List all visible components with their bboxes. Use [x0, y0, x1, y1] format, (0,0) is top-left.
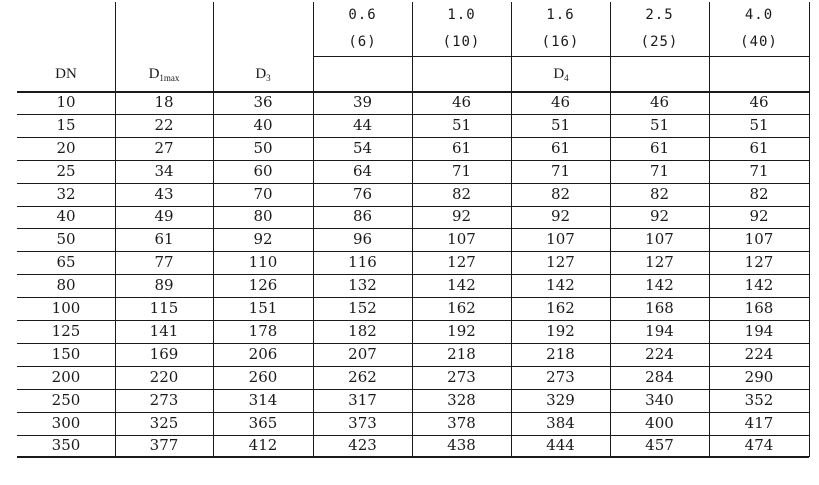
row-divider	[17, 251, 809, 252]
row-divider	[17, 320, 809, 321]
table-cell: 218	[546, 344, 575, 363]
dn-cell: 20	[56, 138, 76, 157]
table-cell: 192	[447, 321, 476, 340]
table-cell: 110	[248, 253, 278, 272]
table-cell: 61	[451, 138, 472, 157]
table-cell: 207	[348, 344, 377, 363]
row-divider	[17, 114, 809, 115]
header-d3	[213, 58, 313, 91]
table-cell: 151	[248, 299, 278, 318]
table-cell: 444	[546, 436, 575, 455]
table-cell: 384	[546, 413, 575, 432]
table-cell: 77	[154, 253, 174, 272]
table-cell: 142	[645, 276, 674, 295]
table-cell: 169	[149, 344, 179, 363]
table-cell: 92	[451, 207, 472, 226]
dn-cell: 150	[51, 344, 81, 363]
table-cell: 92	[253, 230, 273, 249]
row-divider	[17, 389, 809, 390]
table-cell: 43	[154, 184, 174, 203]
header-d4	[313, 58, 809, 91]
table-cell: 142	[744, 276, 774, 295]
table-cell: 64	[352, 161, 373, 180]
table-cell: 365	[248, 413, 278, 432]
header-d1max-sub: 1max	[159, 73, 180, 83]
table-cell: 82	[550, 184, 571, 203]
row-divider	[17, 183, 809, 184]
pressure-value: 1.0	[447, 7, 476, 23]
table-cell: 182	[348, 321, 377, 340]
table-cell: 373	[348, 413, 377, 432]
table-cell: 178	[248, 321, 278, 340]
dn-cell: 65	[56, 253, 76, 272]
dn-cell: 350	[51, 436, 81, 455]
table-cell: 89	[154, 276, 174, 295]
pressure-paren-value: (25)	[640, 34, 679, 50]
table-cell: 325	[149, 413, 179, 432]
pressure-value: 1.6	[546, 7, 575, 23]
table-cell: 290	[744, 367, 774, 386]
table-cell: 70	[253, 184, 273, 203]
header-d1max	[115, 58, 213, 91]
table-cell: 400	[645, 413, 674, 432]
table-cell: 86	[352, 207, 373, 226]
dn-cell: 300	[51, 413, 81, 432]
table-cell: 317	[348, 390, 377, 409]
dn-cell: 40	[56, 207, 76, 226]
table-cell: 206	[248, 344, 278, 363]
dn-cell: 10	[56, 92, 76, 111]
dn-cell: 250	[51, 390, 81, 409]
table-cell: 162	[447, 299, 476, 318]
table-cell: 92	[749, 207, 769, 226]
pressure-paren-value: (40)	[740, 34, 778, 50]
header-dn: DN	[55, 66, 77, 82]
dn-cell: 25	[56, 161, 76, 180]
table-cell: 61	[649, 138, 670, 157]
table-cell: 40	[253, 115, 273, 134]
row-divider	[17, 366, 809, 367]
table-cell: 192	[546, 321, 575, 340]
table-cell: 194	[744, 321, 774, 340]
header-d4-sub: 4	[564, 73, 569, 83]
table-cell: 152	[348, 299, 377, 318]
table-cell: 168	[645, 299, 674, 318]
table-cell: 71	[451, 161, 472, 180]
flange-dimension-table	[17, 2, 809, 462]
table-cell: 46	[550, 92, 571, 111]
table-cell: 352	[744, 390, 774, 409]
table-cell: 44	[352, 115, 373, 134]
table-cell: 61	[154, 230, 174, 249]
table-cell: 76	[352, 184, 373, 203]
table-cell: 51	[550, 115, 571, 134]
dn-cell: 80	[56, 276, 76, 295]
table-cell: 92	[649, 207, 670, 226]
table-cell: 260	[248, 367, 278, 386]
table-cell: 284	[645, 367, 674, 386]
table-cell: 423	[348, 436, 377, 455]
row-divider	[17, 274, 809, 275]
table-cell: 127	[447, 253, 476, 272]
table-cell: 61	[749, 138, 769, 157]
row-divider	[17, 297, 809, 298]
table-cell: 127	[645, 253, 674, 272]
table-cell: 115	[149, 299, 179, 318]
table-cell: 127	[744, 253, 774, 272]
table-cell: 54	[352, 138, 373, 157]
table-cell: 377	[149, 436, 179, 455]
table-cell: 46	[749, 92, 769, 111]
header-d1max-main: D	[148, 66, 160, 82]
table-cell: 132	[348, 276, 377, 295]
table-cell: 126	[248, 276, 278, 295]
row-divider	[17, 228, 809, 229]
table-cell: 127	[546, 253, 575, 272]
pressure-value: 0.6	[348, 7, 377, 23]
table-cell: 412	[248, 436, 278, 455]
table-cell: 340	[645, 390, 674, 409]
row-divider	[17, 91, 809, 93]
table-cell: 224	[645, 344, 674, 363]
dn-cell: 15	[56, 115, 76, 134]
table-cell: 61	[550, 138, 571, 157]
table-cell: 82	[749, 184, 769, 203]
table-cell: 71	[649, 161, 670, 180]
table-cell: 92	[550, 207, 571, 226]
row-divider	[17, 160, 809, 161]
table-cell: 218	[447, 344, 476, 363]
table-cell: 96	[352, 230, 373, 249]
row-divider	[313, 56, 809, 57]
row-divider	[17, 206, 809, 207]
table-cell: 80	[253, 207, 273, 226]
table-cell: 314	[248, 390, 278, 409]
table-cell: 116	[348, 253, 377, 272]
table-cell: 22	[154, 115, 174, 134]
table-cell: 220	[149, 367, 179, 386]
table-cell: 107	[546, 230, 575, 249]
table-cell: 82	[451, 184, 472, 203]
table-cell: 273	[149, 390, 179, 409]
table-cell: 457	[645, 436, 674, 455]
table-cell: 34	[154, 161, 174, 180]
table-cell: 474	[744, 436, 774, 455]
table-cell: 273	[546, 367, 575, 386]
pressure-value: 4.0	[744, 7, 774, 23]
table-cell: 142	[447, 276, 476, 295]
dn-cell: 100	[51, 299, 81, 318]
table-cell: 71	[550, 161, 571, 180]
column-divider	[809, 2, 810, 457]
table-cell: 51	[749, 115, 769, 134]
row-divider	[17, 435, 809, 436]
table-cell: 49	[154, 207, 174, 226]
table-cell: 39	[352, 92, 373, 111]
table-cell: 107	[447, 230, 476, 249]
header-d4-main: D	[553, 66, 565, 82]
table-cell: 82	[649, 184, 670, 203]
header-d3-sub: 3	[266, 73, 271, 83]
table-cell: 224	[744, 344, 774, 363]
table-cell: 46	[649, 92, 670, 111]
table-cell: 107	[744, 230, 774, 249]
dn-cell: 200	[51, 367, 81, 386]
row-divider	[17, 456, 809, 458]
table-cell: 36	[253, 92, 273, 111]
header-d3-main: D	[255, 66, 267, 82]
table-cell: 142	[546, 276, 575, 295]
table-cell: 273	[447, 367, 476, 386]
table-cell: 71	[749, 161, 769, 180]
table-cell: 168	[744, 299, 774, 318]
table-cell: 417	[744, 413, 774, 432]
row-divider	[17, 137, 809, 138]
pressure-paren-value: (16)	[541, 34, 580, 50]
table-cell: 378	[447, 413, 476, 432]
table-cell: 51	[451, 115, 472, 134]
table-cell: 194	[645, 321, 674, 340]
table-cell: 60	[253, 161, 273, 180]
table-cell: 438	[447, 436, 476, 455]
table-cell: 50	[253, 138, 273, 157]
table-cell: 141	[149, 321, 179, 340]
pressure-paren-value: (10)	[442, 34, 481, 50]
row-divider	[17, 343, 809, 344]
table-cell: 18	[154, 92, 174, 111]
table-cell: 329	[546, 390, 575, 409]
dn-cell: 125	[51, 321, 81, 340]
table-cell: 162	[546, 299, 575, 318]
table-cell: 328	[447, 390, 476, 409]
pressure-paren-value: (6)	[348, 34, 377, 50]
dn-cell: 32	[56, 184, 76, 203]
table-cell: 107	[645, 230, 674, 249]
table-cell: 262	[348, 367, 377, 386]
dn-cell: 50	[56, 230, 76, 249]
pressure-value: 2.5	[645, 7, 674, 23]
table-cell: 27	[154, 138, 174, 157]
table-cell: 46	[451, 92, 472, 111]
table-cell: 51	[649, 115, 670, 134]
row-divider	[17, 412, 809, 413]
